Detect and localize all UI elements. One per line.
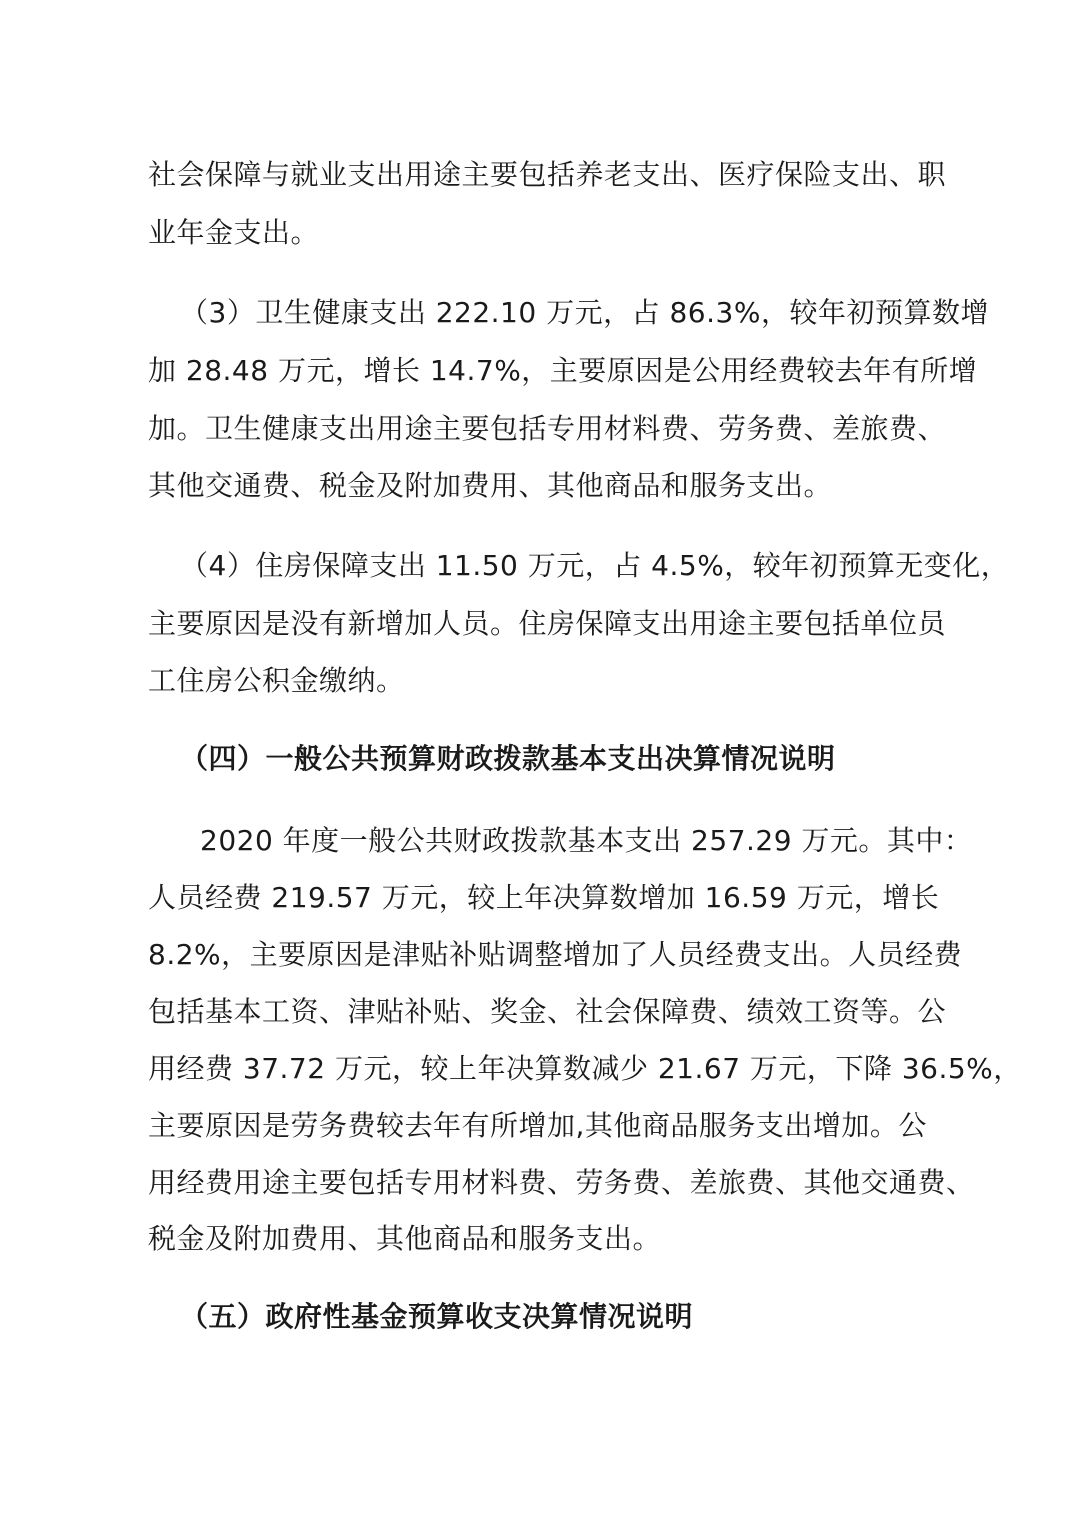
text-line: 业年金支出。 bbox=[148, 216, 320, 249]
text-line: 工住房公积金缴纳。 bbox=[148, 664, 405, 697]
text-line: 加。卫生健康支出用途主要包括专用材料费、劳务费、差旅费、 bbox=[148, 412, 947, 445]
text-line: 社会保障与就业支出用途主要包括养老支出、医疗保险支出、职 bbox=[148, 158, 947, 191]
section-heading: （五）政府性基金预算收支决算情况说明 bbox=[180, 1300, 694, 1333]
text-line: 用经费 37.72 万元，较上年决算数减少 21.67 万元，下降 36.5%， bbox=[148, 1052, 1022, 1085]
text-line: 加 28.48 万元，增长 14.7%，主要原因是公用经费较去年有所增 bbox=[148, 354, 978, 387]
text-line: 其他交通费、税金及附加费用、其他商品和服务支出。 bbox=[148, 469, 833, 502]
text-line: 8.2%，主要原因是津贴补贴调整增加了人员经费支出。人员经费 bbox=[148, 938, 963, 971]
text-line: 人员经费 219.57 万元，较上年决算数增加 16.59 万元，增长 bbox=[148, 881, 940, 914]
text-line: 用经费用途主要包括专用材料费、劳务费、差旅费、其他交通费、 bbox=[148, 1166, 975, 1199]
section-heading: （四）一般公共预算财政拨款基本支出决算情况说明 bbox=[180, 742, 836, 775]
text-line: 主要原因是没有新增加人员。住房保障支出用途主要包括单位员 bbox=[148, 607, 947, 640]
text-line: （3）卫生健康支出 222.10 万元，占 86.3%，较年初预算数增 bbox=[180, 296, 989, 329]
text-line: 包括基本工资、津贴补贴、奖金、社会保障费、绩效工资等。公 bbox=[148, 995, 947, 1028]
text-line: 主要原因是劳务费较去年有所增加,其他商品服务支出增加。公 bbox=[148, 1109, 927, 1142]
text-line: 税金及附加费用、其他商品和服务支出。 bbox=[148, 1222, 662, 1255]
text-line: （4）住房保障支出 11.50 万元，占 4.5%，较年初预算无变化， bbox=[180, 549, 1010, 582]
text-line: 2020 年度一般公共财政拨款基本支出 257.29 万元。其中： bbox=[200, 824, 973, 857]
